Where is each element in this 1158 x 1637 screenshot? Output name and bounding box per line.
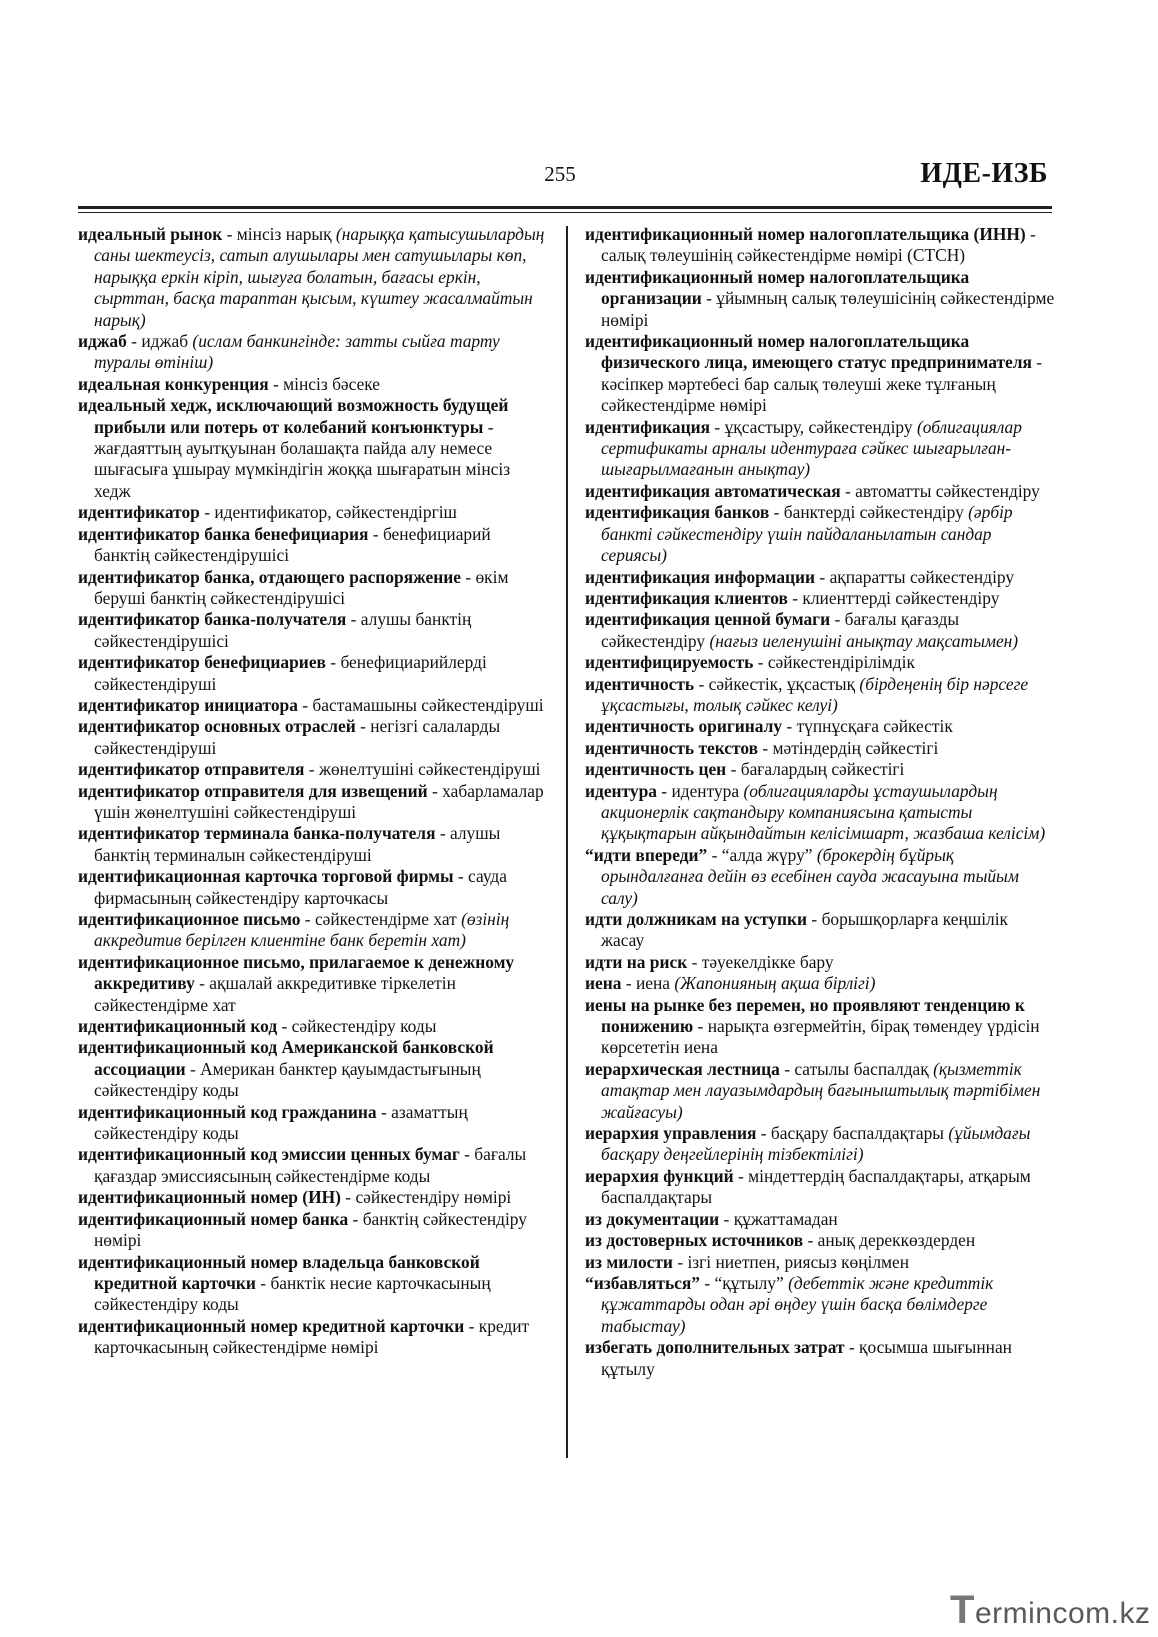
entry-term: идентичность оригиналу bbox=[585, 716, 783, 737]
entry-term: идентификатор бенефициариев bbox=[78, 652, 326, 673]
dictionary-entry bbox=[78, 567, 548, 610]
entry-definition: ізгі ниетпен, риясыз көңілмен bbox=[687, 1251, 910, 1272]
dictionary-entry bbox=[78, 1102, 548, 1145]
entry-note: (облигациялар сертификаты арналы идентураға сәйкес шығарылған-шығарылмағанын анықтау) bbox=[601, 416, 1022, 480]
dictionary-entry bbox=[585, 674, 1055, 717]
entry-separator: - bbox=[340, 1187, 356, 1208]
entry-separator: - bbox=[376, 1101, 392, 1122]
dictionary-entry bbox=[78, 502, 548, 523]
entry-definition: нарықта өзгермейтін, бірақ төмендеу үрдісін көрсететін иена bbox=[601, 1016, 1040, 1058]
header-rule bbox=[78, 206, 1052, 209]
entry-separator: - bbox=[726, 759, 741, 780]
entry-term: идентификация клиентов bbox=[585, 587, 788, 608]
entry-definition: бенефициарий банктің сәйкестендірушісі bbox=[94, 523, 491, 566]
entry-separator: - bbox=[656, 780, 672, 801]
entry-definition: иджаб bbox=[141, 331, 193, 352]
entry-definition: міндеттердің баспалдақтары, атқарым баспалдақтары bbox=[601, 1165, 1031, 1208]
entry-term: идентификация автоматическая bbox=[585, 480, 841, 501]
entry-separator: - bbox=[222, 224, 237, 244]
entry-definition: бағалы қағазды сәйкестендіру bbox=[601, 609, 959, 651]
entry-definition: бағалардың сәйкестігі bbox=[740, 759, 905, 780]
entry-term: идентификация информации bbox=[585, 566, 816, 587]
entry-definition: “құтылу” bbox=[714, 1272, 789, 1293]
entry-term: иерархия функций bbox=[585, 1165, 734, 1186]
entry-separator: - bbox=[694, 673, 709, 694]
entry-definition: мінсіз нарық bbox=[236, 224, 336, 244]
entry-term: идеальный рынок bbox=[78, 224, 223, 244]
entry-term: идентификационный код гражданина bbox=[78, 1101, 377, 1122]
entry-term: иерархическая лестница bbox=[585, 1058, 780, 1079]
dictionary-entry bbox=[78, 866, 548, 909]
dictionary-entry bbox=[78, 1016, 548, 1037]
entry-term: идентифицируемость bbox=[585, 652, 754, 673]
entry-separator: - bbox=[268, 373, 284, 394]
watermark-initial: T bbox=[950, 1588, 975, 1632]
entry-term: идентификатор инициатора bbox=[78, 694, 298, 715]
entry-definition: автоматты сәйкестендіру bbox=[855, 480, 1040, 501]
entry-definition: “алда жүру” bbox=[721, 844, 817, 865]
entry-definition: ақпаратты сәйкестендіру bbox=[829, 566, 1015, 587]
entry-term: идти должникам на уступки bbox=[585, 909, 808, 929]
dictionary-entry bbox=[585, 1166, 1055, 1209]
dictionary-entry bbox=[585, 481, 1055, 502]
entry-separator: - bbox=[300, 909, 315, 929]
entry-term: идентификационное письмо bbox=[78, 909, 301, 929]
entry-term: избегать дополнительных затрат bbox=[585, 1337, 845, 1358]
dictionary-entry bbox=[78, 331, 548, 374]
entry-note: (облигацияларды ұстаушылардың акционерлік сақтандыру компаниясына қатысты құқықтарын айқындайтын келісімшарт, жазбаша келісім) bbox=[601, 780, 1046, 844]
dictionary-entry bbox=[585, 267, 1055, 331]
entry-definition: кәсіпкер мәртебесі бар салық төлеуші жеке тұлғаның сәйкестендірме нөмірі bbox=[601, 373, 996, 416]
entry-definition: ұқсастыру, сәйкестендіру bbox=[724, 416, 917, 437]
entry-definition: сәйкестендірілімдік bbox=[767, 652, 915, 673]
entry-definition: тәуекелдікке бару bbox=[701, 951, 834, 972]
entry-separator: - bbox=[346, 609, 361, 630]
entry-term: идентификационный номер налогоплательщика организации bbox=[585, 266, 970, 309]
entry-term: из документации bbox=[585, 1208, 720, 1229]
entry-definition: сәйкестік, ұқсастық bbox=[708, 673, 860, 694]
entry-definition: салық төлеушінің сәйкестендірме нөмірі (СТСН) bbox=[601, 245, 966, 266]
entry-definition: идентура bbox=[671, 780, 744, 801]
dictionary-entry bbox=[78, 1187, 548, 1208]
entry-note: (Жапонияның ақша бірлігі) bbox=[674, 973, 876, 994]
entry-definition: ақшалай аккредитивке тіркелетін сәйкестендірме хат bbox=[94, 973, 456, 1015]
dictionary-entry bbox=[78, 609, 548, 652]
dictionary-entry bbox=[585, 567, 1055, 588]
entry-separator: - bbox=[693, 1016, 708, 1037]
entry-separator: - bbox=[126, 331, 142, 352]
entry-separator: - bbox=[325, 652, 341, 673]
entry-note: (қызметтік атақтар мен лауазымдардың бағыныштылық тәртібімен жайғасуы) bbox=[601, 1058, 1041, 1122]
entry-definition: өкім беруші банктің сәйкестендірушісі bbox=[94, 566, 509, 608]
column-divider bbox=[566, 226, 568, 1458]
entry-separator: - bbox=[1031, 352, 1043, 373]
entry-term: идентификатор отправителя bbox=[78, 759, 305, 780]
dictionary-entry bbox=[78, 1037, 548, 1101]
entry-definition: қосымша шығыннан құтылу bbox=[601, 1337, 1012, 1379]
entry-separator: - bbox=[459, 1144, 475, 1165]
dictionary-entry bbox=[585, 1273, 1055, 1337]
left-column bbox=[78, 224, 548, 1359]
entry-note: (әрбір банкті сәйкестендіру үшін пайдаланылатын сандар сериясы) bbox=[601, 502, 1013, 566]
entry-definition: азаматтың сәйкестендіру коды bbox=[94, 1101, 468, 1144]
entry-definition: бенефициарийлерді сәйкестендіруші bbox=[94, 652, 487, 694]
dictionary-entry bbox=[78, 909, 548, 952]
entry-definition: идентификатор, сәйкестендіргіш bbox=[214, 502, 457, 523]
entry-note: (нағыз иеленушіні анықтау мақсатымен) bbox=[709, 630, 1019, 651]
entry-separator: - bbox=[199, 502, 215, 523]
dictionary-entry bbox=[78, 759, 548, 780]
entry-term: идентификатор bbox=[78, 502, 200, 523]
entry-definition: банктің сәйкестендіру нөмірі bbox=[94, 1208, 527, 1251]
entry-definition: сәйкестендіру коды bbox=[291, 1016, 437, 1037]
dictionary-entry bbox=[78, 395, 548, 502]
entry-term: “идти впереди” bbox=[585, 844, 708, 865]
dictionary-entry bbox=[78, 652, 548, 695]
entry-definition: банктік несие карточкасының сәйкестендіру коды bbox=[94, 1272, 491, 1315]
entry-separator: - bbox=[840, 480, 856, 501]
dictionary-entry bbox=[585, 759, 1055, 780]
entry-term: идентификационный номер налогоплательщика (ИНН) bbox=[585, 224, 1026, 244]
entry-definition: клиенттерді сәйкестендіру bbox=[802, 587, 1000, 608]
entry-definition: хабарламалар үшін жөнелтушіні сәйкестендіруші bbox=[94, 780, 544, 822]
dictionary-entry bbox=[585, 716, 1055, 737]
dictionary-entry bbox=[78, 1316, 548, 1359]
entry-separator: - bbox=[277, 1016, 292, 1037]
watermark-text: ermincom.kz bbox=[974, 1597, 1151, 1630]
dictionary-entry bbox=[585, 588, 1055, 609]
entry-term: “избавляться” bbox=[585, 1272, 700, 1293]
entry-term: иджаб bbox=[78, 331, 127, 352]
entry-term: идентификационный номер налогоплательщика физического лица, имеющего статус предпринимателя bbox=[585, 331, 1032, 373]
entry-term: идентичность bbox=[585, 673, 695, 694]
entry-separator: - bbox=[769, 502, 784, 523]
entry-separator: - bbox=[699, 1272, 715, 1293]
entry-term: иерархия управления bbox=[585, 1123, 757, 1144]
entry-separator: - bbox=[621, 973, 636, 994]
entry-separator: - bbox=[1025, 224, 1036, 244]
entry-note: (бірдеңенің бір нәрсеге ұқсастығы, толық сәйкес келуі) bbox=[601, 673, 1029, 715]
dictionary-entry bbox=[585, 973, 1055, 994]
entry-term: идентификационный код эмиссии ценных бумаг bbox=[78, 1144, 460, 1165]
entry-definition: борышқорларға кеңшілік жасау bbox=[601, 909, 1009, 951]
entry-note: (брокердің бұйрық орындалғанға дейін өз есебінен сауда жасауына тыйым салу) bbox=[601, 844, 1019, 908]
entry-separator: - bbox=[348, 1208, 363, 1229]
dictionary-entry bbox=[78, 1209, 548, 1252]
entry-separator: - bbox=[710, 416, 725, 437]
dictionary-entry bbox=[78, 1252, 548, 1316]
entry-term: идентура bbox=[585, 780, 657, 801]
entry-term: идентификационный номер кредитной карточки bbox=[78, 1315, 465, 1336]
entry-definition: бағалы қағаздар эмиссиясының сәйкестендірме коды bbox=[94, 1144, 527, 1186]
entry-definition: сатылы баспалдақ bbox=[794, 1058, 934, 1079]
entry-term: идеальный хедж, исключающий возможность будущей прибыли или потерь от колебаний конъюнктуры bbox=[78, 395, 509, 437]
entry-definition: құжаттамадан bbox=[733, 1208, 838, 1229]
entry-term: идентификационная карточка торговой фирмы bbox=[78, 866, 454, 887]
dictionary-entry bbox=[585, 331, 1055, 417]
entry-separator: - bbox=[304, 759, 319, 780]
entry-separator: - bbox=[815, 566, 830, 587]
dictionary-entry bbox=[78, 374, 548, 395]
entry-note: (өзінің аккредитив берілген клиентіне банк беретін хат) bbox=[94, 909, 510, 951]
entry-definition: сәйкестендірме хат bbox=[314, 909, 462, 929]
entry-term: из милости bbox=[585, 1251, 673, 1272]
entry-definition: иена bbox=[635, 973, 675, 994]
entry-separator: - bbox=[297, 694, 313, 715]
running-head: ИДЕ-ИЗБ bbox=[920, 158, 1048, 189]
entry-term: идти на риск bbox=[585, 951, 688, 972]
dictionary-entry bbox=[585, 1059, 1055, 1123]
entry-term: идентичность цен bbox=[585, 759, 727, 780]
dictionary-entry bbox=[585, 609, 1055, 652]
entry-separator: - bbox=[355, 716, 371, 737]
entry-term: идентификатор основных отраслей bbox=[78, 716, 356, 737]
dictionary-entry bbox=[78, 524, 548, 567]
entry-separator: - bbox=[185, 1058, 201, 1079]
entry-separator: - bbox=[460, 566, 476, 587]
entry-definition: алушы банктің сәйкестендірушісі bbox=[94, 609, 472, 651]
dictionary-entry bbox=[78, 823, 548, 866]
dictionary-entry bbox=[585, 502, 1055, 566]
entry-separator: - bbox=[483, 416, 494, 437]
entry-separator: - bbox=[453, 866, 469, 887]
entry-definition: Американ банктер қауымдастығының сәйкестендіру коды bbox=[94, 1058, 481, 1101]
entry-separator: - bbox=[782, 716, 797, 737]
dictionary-entry bbox=[585, 1230, 1055, 1251]
entry-term: идентификатор отправителя для извещений bbox=[78, 780, 428, 801]
right-column bbox=[585, 224, 1055, 1380]
dictionary-entry bbox=[78, 1144, 548, 1187]
entry-definition: басқару баспалдақтары bbox=[770, 1123, 949, 1144]
dictionary-entry bbox=[585, 652, 1055, 673]
entry-separator: - bbox=[255, 1272, 271, 1293]
entry-separator: - bbox=[707, 844, 722, 865]
dictionary-entry bbox=[78, 716, 548, 759]
entry-definition: банктерді сәйкестендіру bbox=[783, 502, 969, 523]
entry-term: идентификационный номер (ИН) bbox=[78, 1187, 341, 1208]
dictionary-entry bbox=[585, 995, 1055, 1059]
entry-term: идентификация ценной бумаги bbox=[585, 609, 831, 630]
dictionary-entry bbox=[78, 695, 548, 716]
dictionary-entry bbox=[585, 224, 1055, 267]
dictionary-entry bbox=[585, 1337, 1055, 1380]
entry-separator: - bbox=[464, 1315, 479, 1336]
page-number: 255 bbox=[544, 162, 576, 186]
entry-definition: бастамашыны сәйкестендіруші bbox=[312, 694, 544, 715]
entry-separator: - bbox=[194, 973, 210, 994]
entry-separator: - bbox=[803, 1230, 818, 1251]
entry-definition: түпнұсқаға сәйкестік bbox=[796, 716, 953, 737]
entry-separator: - bbox=[830, 609, 845, 630]
entry-definition: мінсіз бәсеке bbox=[283, 373, 381, 394]
entry-separator: - bbox=[701, 288, 717, 309]
entry-definition: жағдаяттың ауытқуынан болашақта пайда алу немесе шығасыға ұшырау мүмкіндігін жоққа шығаратын мінсіз хедж bbox=[94, 438, 511, 501]
entry-separator: - bbox=[427, 780, 443, 801]
entry-separator: - bbox=[757, 737, 773, 758]
entry-separator: - bbox=[435, 823, 450, 844]
dictionary-entry bbox=[585, 1123, 1055, 1166]
entry-term: иены на рынке без перемен, но проявляют тенденцию к понижению bbox=[585, 994, 1025, 1037]
entry-definition: жөнелтушіні сәйкестендіруші bbox=[318, 759, 541, 780]
termincom-watermark bbox=[950, 1588, 1151, 1632]
entry-definition: сәйкестендіру нөмірі bbox=[355, 1187, 512, 1208]
entry-term: идентификационное письмо, прилагаемое к денежному аккредитиву bbox=[78, 951, 515, 994]
entry-separator: - bbox=[844, 1337, 859, 1358]
entry-note: (нарыққа қатысушылардың саны шектеусіз, сатып алушылары мен сатушылары көп, нарыққа еркін кіріп, шығуға болатын, бағасы еркін, сырттан, басқа тараптан қысым, күштеу жасалмайтын нарық) bbox=[94, 224, 545, 330]
header-rule-thin bbox=[78, 212, 1052, 213]
entry-note: (ұйымдағы басқару деңгейлерінің тізбектілігі) bbox=[601, 1123, 1031, 1165]
entry-note: (дебеттік және кредиттік құжаттарды одан әрі өңдеу үшін басқа бөлімдерге табыстау) bbox=[601, 1272, 994, 1336]
entry-definition: ұйымның салық төлеушісінің сәйкестендірме нөмірі bbox=[601, 288, 1055, 330]
entry-term: идентификационный номер банка bbox=[78, 1208, 349, 1229]
entry-separator: - bbox=[756, 1123, 771, 1144]
entry-separator: - bbox=[368, 523, 383, 544]
entry-note: (ислам банкингінде: затты сыйға тарту туралы өтініш) bbox=[94, 331, 500, 373]
entry-term: идентификатор банка бенефициария bbox=[78, 523, 369, 544]
dictionary-entry bbox=[585, 909, 1055, 952]
entry-term: идентификационный номер владельца банковской кредитной карточки bbox=[78, 1251, 480, 1293]
dictionary-entry bbox=[78, 781, 548, 824]
entry-separator: - bbox=[787, 587, 803, 608]
dictionary-entry bbox=[585, 1252, 1055, 1273]
entry-term: идентичность текстов bbox=[585, 737, 758, 758]
entry-definition: анық дереккөздерден bbox=[817, 1230, 976, 1251]
entry-definition: негізгі салаларды сәйкестендіруші bbox=[94, 716, 501, 758]
entry-separator: - bbox=[687, 951, 702, 972]
entry-definition: сауда фирмасының сәйкестендіру карточкасы bbox=[94, 866, 507, 908]
entry-term: идентификация банков bbox=[585, 502, 770, 523]
entry-separator: - bbox=[753, 652, 768, 673]
dictionary-entry bbox=[585, 845, 1055, 909]
entry-term: идеальная конкуренция bbox=[78, 373, 269, 394]
dictionary-entry bbox=[585, 417, 1055, 481]
entry-separator: - bbox=[672, 1251, 688, 1272]
dictionary-entry bbox=[78, 224, 548, 331]
entry-term: идентификатор терминала банка-получателя bbox=[78, 823, 436, 844]
dictionary-entry bbox=[585, 781, 1055, 845]
entry-definition: мәтіндердің сәйкестігі bbox=[772, 737, 939, 758]
dictionary-entry bbox=[78, 952, 548, 1016]
entry-term: идентификатор банка, отдающего распоряжение bbox=[78, 566, 461, 587]
entry-term: из достоверных источников bbox=[585, 1230, 804, 1251]
entry-definition: кредит карточкасының сәйкестендірме нөмірі bbox=[94, 1315, 530, 1358]
entry-term: идентификационный код Американской банковской ассоциации bbox=[78, 1037, 494, 1079]
entry-term: идентификация bbox=[585, 416, 711, 437]
entry-term: идентификатор банка-получателя bbox=[78, 609, 347, 630]
entry-definition: алушы банктің терминалын сәйкестендіруші bbox=[94, 823, 501, 865]
dictionary-entry bbox=[585, 952, 1055, 973]
entry-term: идентификационный код bbox=[78, 1016, 278, 1037]
entry-term: иена bbox=[585, 973, 622, 994]
entry-separator: - bbox=[779, 1058, 795, 1079]
dictionary-entry bbox=[585, 1209, 1055, 1230]
entry-separator: - bbox=[733, 1165, 749, 1186]
entry-separator: - bbox=[719, 1208, 734, 1229]
dictionary-entry bbox=[585, 738, 1055, 759]
entry-separator: - bbox=[807, 909, 822, 929]
